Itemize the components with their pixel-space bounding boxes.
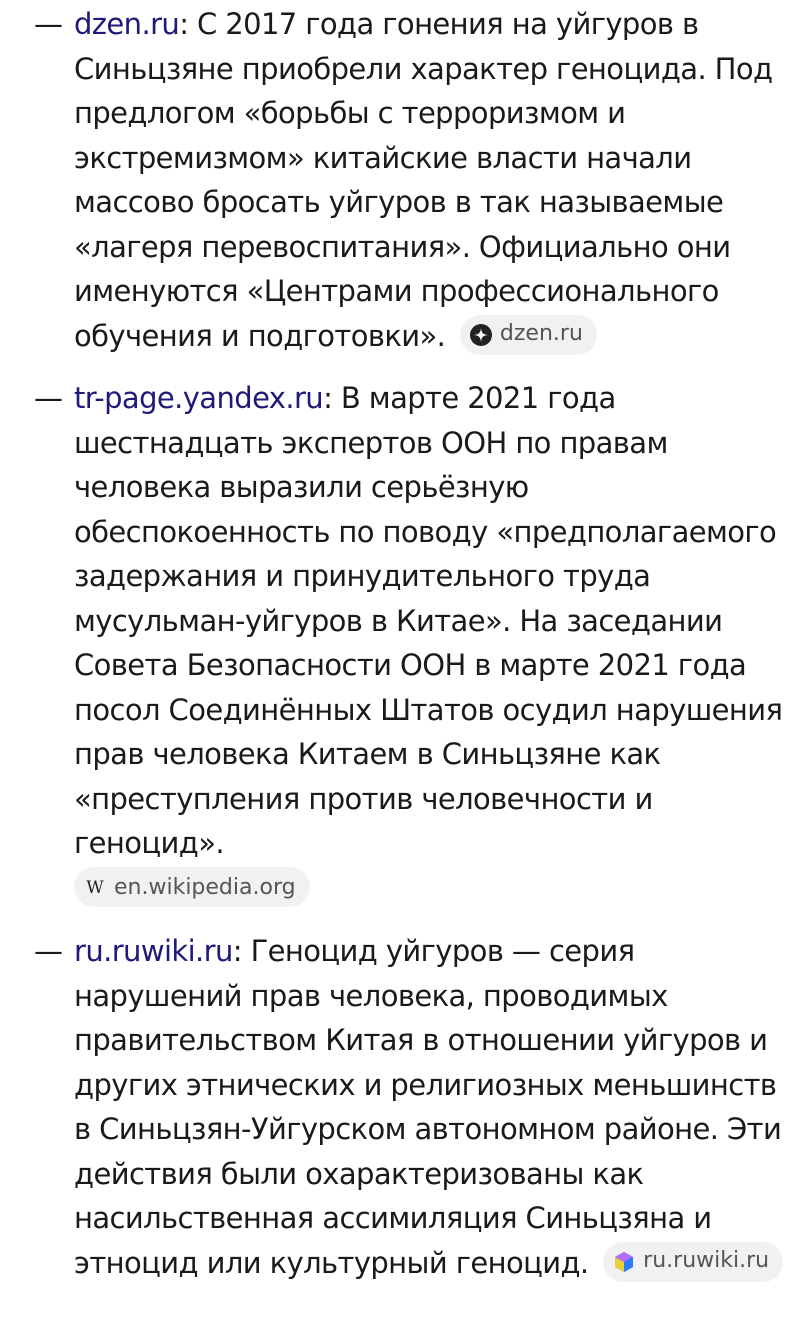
source-chip[interactable]	[603, 1242, 783, 1282]
answer-body: : Геноцид уйгуров — серия нарушений прав человека, проводимых правительством Китая в отношении уйгуров и других этнических и религиозных меньшинств в Синьцзян-Уйгурском автономном районе. Эти действия были охарактеризованы как насильственная ассимиляция Синьцзяна и этноцид или культурный геноцид.	[74, 934, 782, 1280]
svg-text:W: W	[86, 878, 104, 898]
dzen-icon	[470, 324, 492, 346]
list-dash: —	[34, 7, 63, 41]
source-chip[interactable]	[460, 315, 597, 355]
list-dash: —	[34, 934, 63, 968]
ruwiki-icon	[613, 1251, 635, 1273]
answer-text	[74, 376, 786, 866]
list-dash: —	[34, 381, 63, 415]
answer-body: : В марте 2021 года шестнадцать экспертов ООН по правам человека выразили серьёзную обеспокоенность по поводу «предполагаемого задержания и принудительного труда мусульман-уйгуров в Китае». На заседании Совета Безопасности ООН в марте 2021 года посол Соединённых Штатов осудил нарушения прав человека Китаем в Синьцзяне как «преступления против человечности и геноцид».	[74, 381, 783, 860]
source-link[interactable]: ru.ruwiki.ru	[74, 934, 233, 968]
source-link[interactable]: dzen.ru	[74, 7, 180, 41]
chip-label: en.wikipedia.org	[114, 874, 296, 900]
answer-text	[74, 929, 786, 1285]
chip-label: dzen.ru	[499, 321, 583, 347]
answer-text	[74, 2, 786, 358]
chip-label: ru.ruwiki.ru	[643, 1248, 770, 1274]
answer-body: : С 2017 года гонения на уйгуров в Синьцзяне приобрели характер геноцида. Под предлогом «борьбы с терроризмом и экстремизмом» китайские власти начали массово бросать уйгуров в так называемые «лагеря перевоспитания». Официально они именуются «Центрами профессионального обучения и подготовки».	[74, 7, 773, 353]
source-link[interactable]: tr-page.yandex.ru	[74, 381, 324, 415]
wikipedia-icon	[84, 876, 106, 898]
source-chip[interactable]	[74, 867, 310, 907]
